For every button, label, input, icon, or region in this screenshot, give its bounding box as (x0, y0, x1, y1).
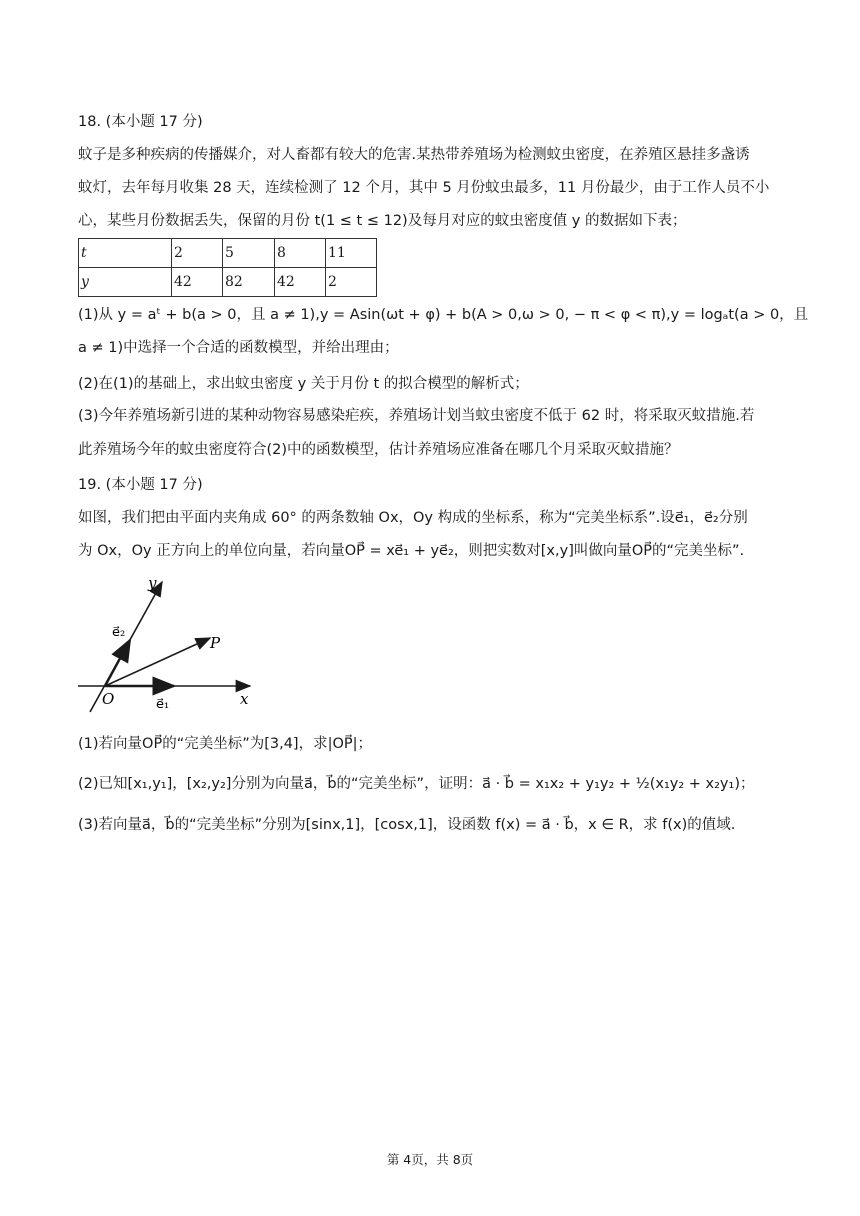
table-cell: t (79, 239, 172, 268)
point-p-label: P (210, 634, 221, 652)
q18-part-3-cont: 此养殖场今年的蚊虫密度符合(2)中的函数模型，估计养殖场应准备在哪几个月采取灭蚊措施？ (78, 442, 679, 458)
table-cell: y (79, 268, 172, 297)
e2-label: e⃗₂ (112, 625, 126, 640)
q18-intro-line-3: 心，某些月份数据丢失，保留的月份 t(1 ≤ t ≤ 12)及每月对应的蚊虫密度值 y 的数据如下表； (78, 213, 687, 229)
q18-part-3: (3)今年养殖场新引进的某种动物容易感染疟疾，养殖场计划当蚊虫密度不低于 62 时，将采取灭蚊措施.若 (78, 408, 755, 424)
q19-intro-line-2: 为 Ox，Oy 正方向上的单位向量，若向量OP⃗ = xe⃗₁ + ye⃗₂，则把实数对[x,y]叫做向量OP⃗的“完美坐标”. (78, 543, 745, 559)
table-cell: 82 (223, 268, 275, 297)
e2-vector (105, 640, 130, 686)
table-cell: 2 (172, 239, 223, 268)
q19-intro-line-1: 如图，我们把由平面内夹角成 60° 的两条数轴 Ox，Oy 构成的坐标系，称为“完美坐标系”.设e⃗₁，e⃗₂分别 (78, 510, 748, 526)
table-cell: 8 (275, 239, 326, 268)
q19-header: 19. (本小题 17 分) (78, 477, 203, 493)
table-cell: 11 (326, 239, 377, 268)
origin-label: O (102, 690, 115, 708)
coordinate-figure (72, 570, 262, 720)
table-row (79, 239, 377, 268)
q18-intro-line-1: 蚊子是多种疾病的传播媒介，对人畜都有较大的危害.某热带养殖场为检测蚊虫密度，在养殖区悬挂多盏诱 (78, 147, 750, 163)
table-cell: 42 (172, 268, 223, 297)
data-table (78, 238, 377, 297)
q19-part-1: (1)若向量OP⃗的“完美坐标”为[3,4]，求|OP⃗|； (78, 736, 373, 752)
q18-part-1: (1)从 y = aᵗ + b(a > 0，且 a ≠ 1),y = Asin(ωt + φ) + b(A > 0,ω > 0, − π < φ < π),y = logₐt(a > 0，且 (78, 307, 809, 323)
x-axis-label: x (240, 690, 249, 708)
q18-header: 18. (本小题 17 分) (78, 114, 203, 130)
q18-part-1-cont: a ≠ 1)中选择一个合适的函数模型，并给出理由； (78, 340, 399, 356)
e1-label: e⃗₁ (156, 697, 170, 712)
table-cell: 5 (223, 239, 275, 268)
page-footer: 第 4页，共 8页 (386, 1152, 474, 1167)
table-cell: 2 (326, 268, 377, 297)
q18-intro-line-2: 蚊灯，去年每月收集 28 天，连续检测了 12 个月，其中 5 月份蚊虫最多，11 月份最少，由于工作人员不小 (78, 180, 770, 196)
table-cell: 42 (275, 268, 326, 297)
y-axis-label: y (148, 574, 157, 592)
op-vector (105, 638, 210, 686)
q19-part-3: (3)若向量a⃗，b⃗的“完美坐标”分别为[sinx,1]，[cosx,1]，设函数 f(x) = a⃗ · b⃗，x ∈ R，求 f(x)的值域. (78, 817, 736, 833)
q18-part-2: (2)在(1)的基础上，求出蚊虫密度 y 关于月份 t 的拟合模型的解析式； (78, 376, 529, 392)
table-row (79, 268, 377, 297)
q19-part-2: (2)已知[x₁,y₁]，[x₂,y₂]分别为向量a⃗，b⃗的“完美坐标”，证明：a⃗ · b⃗ = x₁x₂ + y₁y₂ + ½(x₁y₂ + x₂y₁)； (78, 776, 755, 792)
